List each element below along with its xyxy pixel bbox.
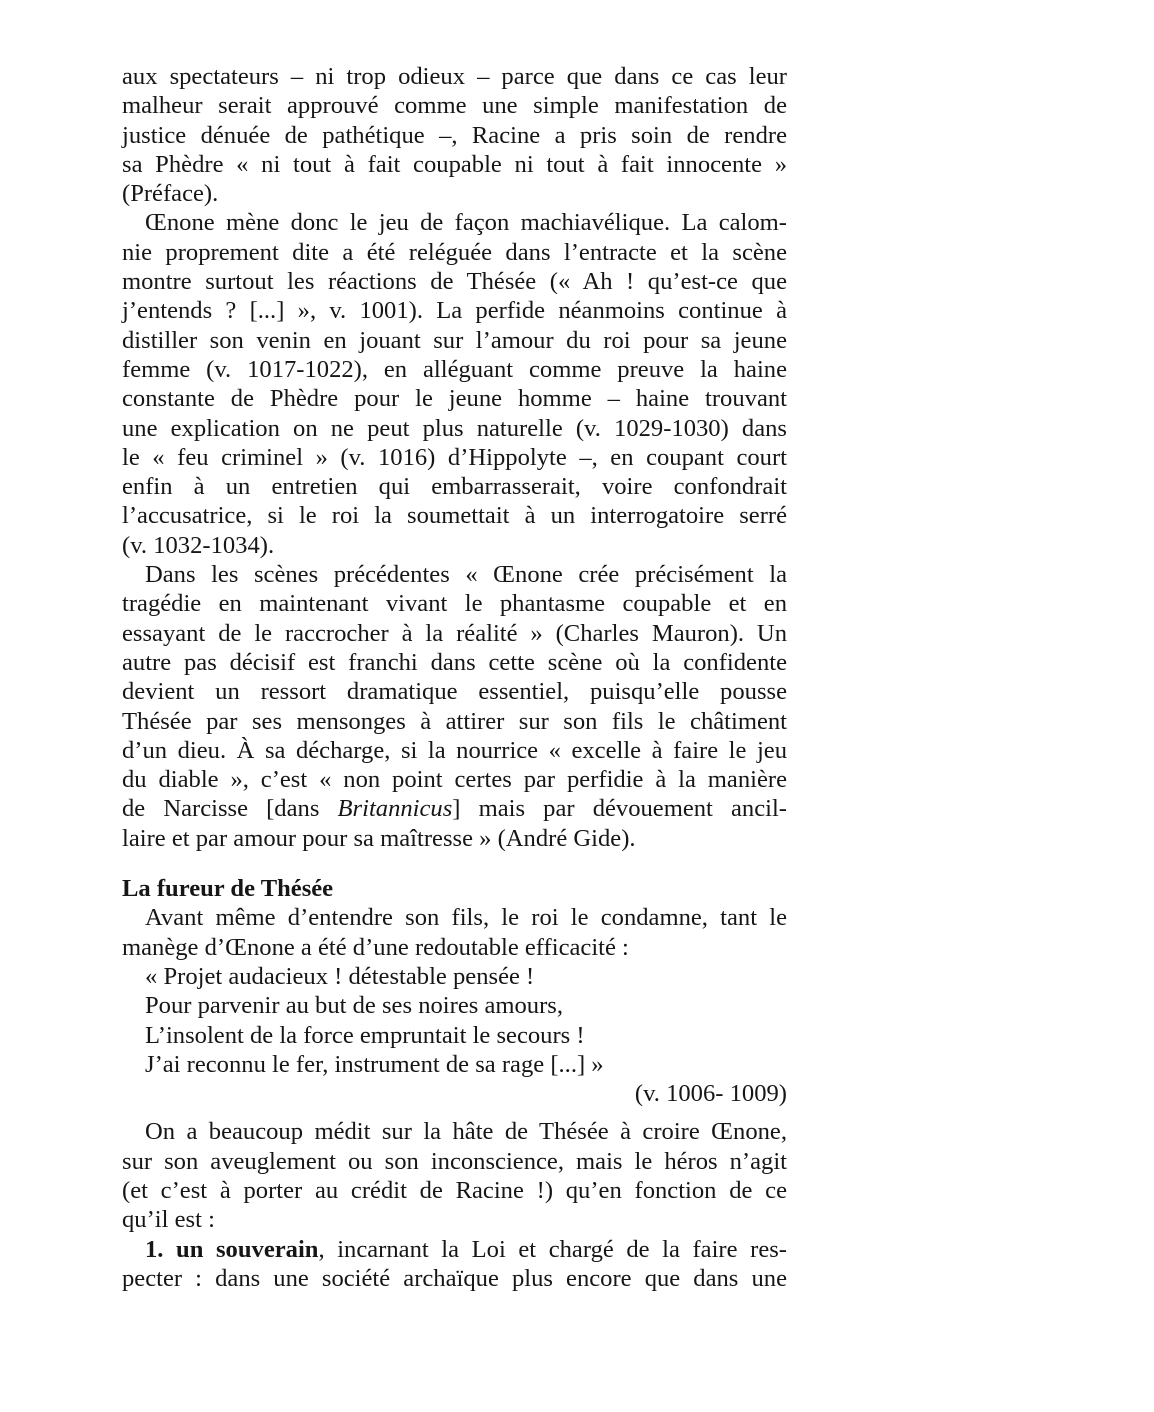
verse-line: J’ai reconnu le fer, instrument de sa rage [...] » xyxy=(145,1050,604,1078)
text-line: sa Phèdre « ni tout à fait coupable ni tout à fait innocente » xyxy=(122,150,787,178)
text-line: l’accusatrice, si le roi la soumettait à un interrogatoire serré xyxy=(122,502,787,530)
text-line: nie proprement dite a été reléguée dans l’entracte et la scène xyxy=(122,238,787,266)
text-line: (v. 1032-1034). xyxy=(122,531,275,559)
text-segment: de Narcisse [dans xyxy=(122,795,338,823)
section-heading: La fureur de Thésée xyxy=(122,875,334,903)
text-line: Thésée par ses mensonges à attirer sur son fils le châtiment xyxy=(122,707,787,735)
text-line: enfin à un entretien qui embarrasserait, voire confondrait xyxy=(122,473,787,501)
paragraph-4 xyxy=(122,903,787,962)
text-line: j’entends ? [...] », v. 1001). La perfide néanmoins continue à xyxy=(122,297,787,325)
text-line: justice dénuée de pathétique –, Racine a pris soin de rendre xyxy=(122,121,787,149)
text-line: pecter : dans une société archaïque plus encore que dans une xyxy=(122,1264,787,1292)
text-line: malheur serait approuvé comme une simple manifestation de xyxy=(122,92,787,120)
text-line: manège d’Œnone a été d’une redoutable efficacité : xyxy=(122,933,629,961)
verse-line: Pour parvenir au but de ses noires amours, xyxy=(145,992,563,1020)
text-segment: , incarnant la Loi et chargé de la faire res- xyxy=(318,1235,787,1263)
verse-quote xyxy=(122,962,787,1079)
text-line: le « feu criminel » (v. 1016) d’Hippolyte –, en coupant court xyxy=(122,443,787,471)
text-line xyxy=(122,1235,787,1264)
text-line: On a beaucoup médit sur la hâte de Thésée à croire Œnone, xyxy=(145,1118,787,1146)
text-line: essayant de le raccrocher à la réalité » (Charles Mauron). Un xyxy=(122,619,787,647)
verse-line: L’insolent de la force empruntait le secours ! xyxy=(145,1021,585,1049)
paragraph-5 xyxy=(122,1117,787,1234)
text-line: autre pas décisif est franchi dans cette scène où la confidente xyxy=(122,648,787,676)
text-line: Œnone mène donc le jeu de façon machiavélique. La calom- xyxy=(145,209,787,237)
text-line: femme (v. 1017-1022), en alléguant comme preuve la haine xyxy=(122,355,787,383)
text-line: (et c’est à porter au crédit de Racine !) qu’en fonction de ce xyxy=(122,1176,787,1204)
paragraph-1 xyxy=(122,62,787,208)
text-line: Dans les scènes précédentes « Œnone crée précisément la xyxy=(145,561,787,589)
text-line: d’un dieu. À sa décharge, si la nourrice « excelle à faire le jeu xyxy=(122,736,787,764)
paragraph-6 xyxy=(122,1235,787,1294)
text-line: distiller son venin en jouant sur l’amour du roi pour sa jeune xyxy=(122,326,787,354)
text-line: tragédie en maintenant vivant le phantasme coupable et en xyxy=(122,590,787,618)
paragraph-3 xyxy=(122,560,787,853)
verse-line: « Projet audacieux ! détestable pensée ! xyxy=(145,962,535,990)
text-segment: ] mais par dévouement ancil- xyxy=(452,795,787,823)
paragraph-2 xyxy=(122,208,787,560)
text-line: constante de Phèdre pour le jeune homme – haine trouvant xyxy=(122,385,787,413)
text-line: laire et par amour pour sa maîtresse » (André Gide). xyxy=(122,824,636,852)
text-line: une explication on ne peut plus naturelle (v. 1029-1030) dans xyxy=(122,414,787,442)
bold-term: 1. un souverain xyxy=(145,1235,319,1263)
verse-reference: (v. 1006- 1009) xyxy=(634,1080,787,1108)
text-line: devient un ressort dramatique essentiel, puisqu’elle pousse xyxy=(122,678,787,706)
italic-title: Britannicus xyxy=(337,795,453,823)
text-column xyxy=(122,62,787,1293)
text-line: Avant même d’entendre son fils, le roi le condamne, tant le xyxy=(145,904,787,932)
text-line: qu’il est : xyxy=(122,1206,215,1234)
text-line xyxy=(122,794,787,823)
text-line: montre surtout les réactions de Thésée (« Ah ! qu’est-ce que xyxy=(122,268,787,296)
text-line: du diable », c’est « non point certes par perfidie à la manière xyxy=(122,766,787,794)
text-line: (Préface). xyxy=(122,180,219,208)
text-line: sur son aveuglement ou son inconscience, mais le héros n’agit xyxy=(122,1147,787,1175)
text-line: aux spectateurs – ni trop odieux – parce que dans ce cas leur xyxy=(122,63,787,90)
